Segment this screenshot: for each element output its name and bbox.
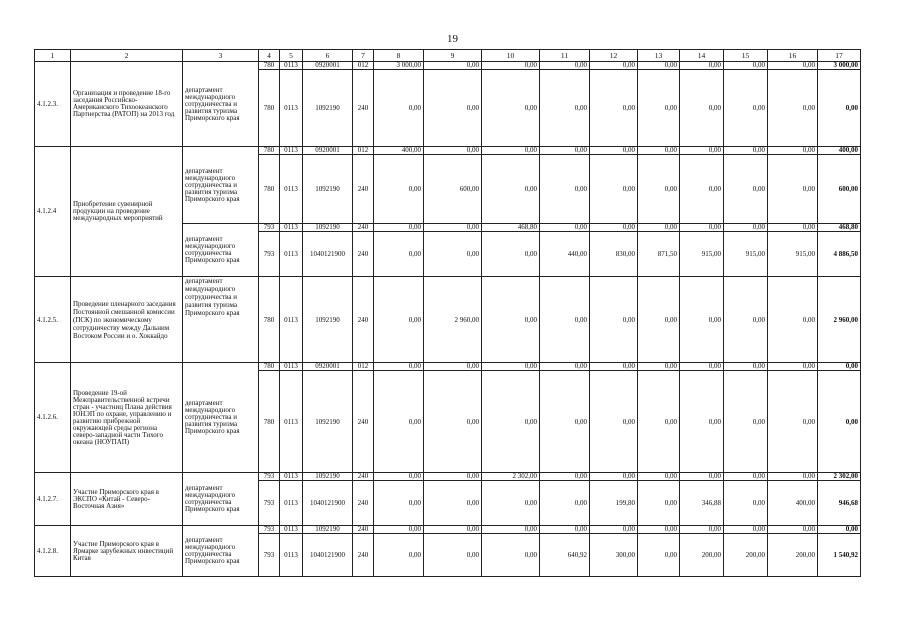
budget-code-cell: 240 — [353, 155, 374, 224]
total-cell: 468,80 — [818, 224, 861, 232]
amount-cell: 0,00 — [424, 232, 482, 277]
amount-cell: 0,00 — [768, 526, 818, 534]
budget-code-cell: 0113 — [280, 363, 303, 371]
amount-cell: 0,00 — [590, 147, 638, 155]
amount-cell: 830,00 — [590, 232, 638, 277]
amount-cell: 0,00 — [540, 277, 590, 363]
amount-cell: 0,00 — [540, 481, 590, 526]
budget-code-cell: 240 — [353, 70, 374, 147]
amount-cell: 0,00 — [424, 481, 482, 526]
amount-cell: 0,00 — [724, 277, 768, 363]
amount-cell: 0,00 — [724, 473, 768, 481]
budget-code-cell: 1092190 — [303, 70, 353, 147]
budget-code-cell: 793 — [259, 534, 280, 577]
amount-cell: 0,00 — [638, 363, 680, 371]
responsible-department: департамент международного сотрудничества и развития туризма Приморского края — [183, 62, 259, 147]
budget-code-cell: 0113 — [280, 70, 303, 147]
amount-cell: 0,00 — [540, 147, 590, 155]
table-row — [35, 277, 861, 363]
amount-cell: 0,00 — [424, 371, 482, 473]
column-header: 15 — [724, 50, 768, 62]
amount-cell: 0,00 — [374, 481, 424, 526]
amount-cell: 0,00 — [374, 224, 424, 232]
budget-code-cell: 0113 — [280, 155, 303, 224]
amount-cell: 0,00 — [638, 155, 680, 224]
budget-code-cell: 793 — [259, 473, 280, 481]
budget-code-cell: 012 — [353, 62, 374, 70]
amount-cell: 468,80 — [482, 224, 540, 232]
amount-cell: 0,00 — [590, 277, 638, 363]
total-cell: 4 886,50 — [818, 232, 861, 277]
amount-cell: 0,00 — [638, 481, 680, 526]
amount-cell: 200,00 — [724, 534, 768, 577]
amount-cell: 0,00 — [482, 534, 540, 577]
item-name: Участие Приморского края в Ярмарке зарубежных инвестиций Китая — [71, 526, 183, 577]
amount-cell: 0,00 — [680, 155, 724, 224]
column-header: 9 — [424, 50, 482, 62]
budget-code-cell: 0113 — [280, 473, 303, 481]
amount-cell: 915,00 — [680, 232, 724, 277]
budget-code-cell: 1092190 — [303, 473, 353, 481]
amount-cell: 0,00 — [424, 363, 482, 371]
budget-code-cell: 780 — [259, 363, 280, 371]
amount-cell: 0,00 — [482, 277, 540, 363]
budget-code-cell: 1092190 — [303, 526, 353, 534]
total-cell: 2 960,00 — [818, 277, 861, 363]
amount-cell: 0,00 — [540, 473, 590, 481]
amount-cell: 2 960,00 — [424, 277, 482, 363]
column-header: 12 — [590, 50, 638, 62]
amount-cell: 0,00 — [680, 371, 724, 473]
amount-cell: 0,00 — [724, 155, 768, 224]
budget-code-cell: 240 — [353, 481, 374, 526]
amount-cell: 0,00 — [768, 147, 818, 155]
responsible-department: департамент международного сотрудничества Приморского края — [183, 526, 259, 577]
table-row — [35, 62, 861, 70]
table-row — [35, 147, 861, 155]
amount-cell: 199,80 — [590, 481, 638, 526]
amount-cell: 0,00 — [482, 481, 540, 526]
budget-code-cell: 012 — [353, 147, 374, 155]
total-cell: 600,00 — [818, 155, 861, 224]
amount-cell: 0,00 — [540, 155, 590, 224]
amount-cell: 0,00 — [424, 147, 482, 155]
responsible-department: департамент международного сотрудничества Приморского края — [183, 224, 259, 277]
amount-cell: 0,00 — [540, 526, 590, 534]
column-header: 7 — [353, 50, 374, 62]
amount-cell: 0,00 — [424, 473, 482, 481]
total-cell: 946,68 — [818, 481, 861, 526]
budget-code-cell: 780 — [259, 147, 280, 155]
total-cell: 1 540,92 — [818, 534, 861, 577]
amount-cell: 0,00 — [374, 473, 424, 481]
amount-cell: 600,00 — [424, 155, 482, 224]
responsible-department: департамент международного сотрудничества и развития туризма Приморского края — [183, 363, 259, 473]
budget-code-cell: 0113 — [280, 147, 303, 155]
budget-table — [34, 49, 861, 577]
column-header: 14 — [680, 50, 724, 62]
amount-cell: 0,00 — [680, 526, 724, 534]
budget-code-cell: 1092190 — [303, 224, 353, 232]
amount-cell: 0,00 — [768, 371, 818, 473]
amount-cell: 400,00 — [768, 481, 818, 526]
budget-code-cell: 0113 — [280, 232, 303, 277]
amount-cell: 0,00 — [724, 481, 768, 526]
amount-cell: 0,00 — [724, 526, 768, 534]
column-header: 8 — [374, 50, 424, 62]
amount-cell: 0,00 — [768, 155, 818, 224]
table-row — [35, 526, 861, 534]
column-header: 6 — [303, 50, 353, 62]
budget-code-cell: 240 — [353, 277, 374, 363]
column-header: 3 — [183, 50, 259, 62]
amount-cell: 0,00 — [374, 534, 424, 577]
budget-code-cell: 1092190 — [303, 155, 353, 224]
budget-code-cell: 0113 — [280, 62, 303, 70]
amount-cell: 0,00 — [638, 147, 680, 155]
amount-cell: 0,00 — [374, 232, 424, 277]
item-index: 4.1.2.6. — [35, 363, 71, 473]
budget-code-cell: 240 — [353, 526, 374, 534]
column-header: 2 — [71, 50, 183, 62]
budget-code-cell: 780 — [259, 155, 280, 224]
amount-cell: 200,00 — [680, 534, 724, 577]
column-header: 5 — [280, 50, 303, 62]
budget-code-cell: 1092190 — [303, 371, 353, 473]
responsible-department: департамент международного сотрудничества и развития туризма Приморского края — [183, 147, 259, 224]
budget-code-cell: 793 — [259, 526, 280, 534]
amount-cell: 0,00 — [424, 62, 482, 70]
amount-cell: 3 000,00 — [374, 62, 424, 70]
amount-cell: 0,00 — [680, 277, 724, 363]
item-name: Организация и проведение 18-го заседания Российско-Американского Тихоокеанского Партнерства (РАТОП) на 2013 год — [71, 62, 183, 147]
amount-cell: 0,00 — [680, 473, 724, 481]
budget-code-cell: 012 — [353, 363, 374, 371]
amount-cell: 0,00 — [590, 371, 638, 473]
budget-code-cell: 0113 — [280, 277, 303, 363]
amount-cell: 640,92 — [540, 534, 590, 577]
budget-code-cell: 0113 — [280, 526, 303, 534]
budget-code-cell: 240 — [353, 232, 374, 277]
amount-cell: 0,00 — [424, 224, 482, 232]
amount-cell: 0,00 — [590, 526, 638, 534]
amount-cell: 400,00 — [374, 147, 424, 155]
amount-cell: 0,00 — [540, 371, 590, 473]
amount-cell: 346,88 — [680, 481, 724, 526]
column-header: 1 — [35, 50, 71, 62]
budget-code-cell: 780 — [259, 277, 280, 363]
amount-cell: 0,00 — [424, 70, 482, 147]
budget-code-cell: 240 — [353, 371, 374, 473]
amount-cell: 0,00 — [724, 70, 768, 147]
amount-cell: 0,00 — [590, 473, 638, 481]
header-row — [35, 50, 861, 62]
amount-cell: 0,00 — [638, 473, 680, 481]
amount-cell: 0,00 — [768, 224, 818, 232]
column-header: 10 — [482, 50, 540, 62]
budget-code-cell: 0920001 — [303, 62, 353, 70]
amount-cell: 0,00 — [590, 62, 638, 70]
amount-cell: 0,00 — [482, 147, 540, 155]
budget-code-cell: 0920001 — [303, 363, 353, 371]
amount-cell: 0,00 — [638, 62, 680, 70]
amount-cell: 0,00 — [374, 277, 424, 363]
budget-code-cell: 0920001 — [303, 147, 353, 155]
item-index: 4.1.2.5. — [35, 277, 71, 363]
item-index: 4.1.2.8. — [35, 526, 71, 577]
amount-cell: 0,00 — [638, 371, 680, 473]
table-body — [35, 62, 861, 577]
item-index: 4.1.2.7. — [35, 473, 71, 526]
amount-cell: 0,00 — [768, 70, 818, 147]
amount-cell: 0,00 — [374, 155, 424, 224]
budget-code-cell: 1040121900 — [303, 232, 353, 277]
amount-cell: 0,00 — [424, 526, 482, 534]
amount-cell: 0,00 — [680, 70, 724, 147]
amount-cell: 0,00 — [590, 70, 638, 147]
amount-cell: 0,00 — [680, 147, 724, 155]
amount-cell: 0,00 — [638, 277, 680, 363]
item-name: Приобретение сувенирной продукции на проведение международных мероприятий — [71, 147, 183, 277]
item-name: Проведение 19-ой Межправительственной встречи стран - участниц Плана действия ЮНЭП по охране, управлению и развитию прибрежной окружающей среды региона северо-западной части Тихого океана (НОУПАП) — [71, 363, 183, 473]
amount-cell: 0,00 — [540, 363, 590, 371]
budget-code-cell: 1092190 — [303, 277, 353, 363]
amount-cell: 0,00 — [724, 62, 768, 70]
total-cell: 3 000,00 — [818, 62, 861, 70]
amount-cell: 0,00 — [482, 155, 540, 224]
item-name: Участие Приморского края в ЭКСПО «Китай - Северо-Восточная Азия» — [71, 473, 183, 526]
budget-code-cell: 1040121900 — [303, 534, 353, 577]
amount-cell: 0,00 — [482, 363, 540, 371]
budget-code-cell: 793 — [259, 232, 280, 277]
budget-code-cell: 240 — [353, 534, 374, 577]
budget-code-cell: 0113 — [280, 224, 303, 232]
amount-cell: 0,00 — [482, 371, 540, 473]
column-header: 13 — [638, 50, 680, 62]
budget-code-cell: 793 — [259, 481, 280, 526]
amount-cell: 0,00 — [482, 70, 540, 147]
amount-cell: 200,00 — [768, 534, 818, 577]
amount-cell: 0,00 — [590, 363, 638, 371]
amount-cell: 0,00 — [424, 534, 482, 577]
amount-cell: 0,00 — [374, 526, 424, 534]
amount-cell: 0,00 — [638, 526, 680, 534]
budget-code-cell: 240 — [353, 473, 374, 481]
table-row — [35, 473, 861, 481]
amount-cell: 0,00 — [724, 224, 768, 232]
amount-cell: 2 302,00 — [482, 473, 540, 481]
amount-cell: 440,00 — [540, 232, 590, 277]
amount-cell: 0,00 — [374, 371, 424, 473]
column-header: 16 — [768, 50, 818, 62]
amount-cell: 0,00 — [768, 62, 818, 70]
budget-code-cell: 0113 — [280, 481, 303, 526]
amount-cell: 871,50 — [638, 232, 680, 277]
amount-cell: 0,00 — [680, 224, 724, 232]
column-header: 11 — [540, 50, 590, 62]
amount-cell: 0,00 — [482, 62, 540, 70]
amount-cell: 0,00 — [724, 363, 768, 371]
amount-cell: 0,00 — [768, 277, 818, 363]
total-cell: 0,00 — [818, 70, 861, 147]
budget-code-cell: 780 — [259, 371, 280, 473]
amount-cell: 0,00 — [482, 232, 540, 277]
total-cell: 2 302,00 — [818, 473, 861, 481]
amount-cell: 0,00 — [590, 224, 638, 232]
amount-cell: 0,00 — [482, 526, 540, 534]
amount-cell: 0,00 — [638, 534, 680, 577]
amount-cell: 0,00 — [374, 70, 424, 147]
budget-code-cell: 1040121900 — [303, 481, 353, 526]
budget-code-cell: 780 — [259, 62, 280, 70]
responsible-department: департамент международного сотрудничества и развития туризма Приморского края — [183, 277, 259, 363]
total-cell: 0,00 — [818, 526, 861, 534]
item-index: 4.1.2.4 — [35, 147, 71, 277]
total-cell: 400,00 — [818, 147, 861, 155]
budget-code-cell: 240 — [353, 224, 374, 232]
budget-code-cell: 0113 — [280, 371, 303, 473]
amount-cell: 0,00 — [680, 363, 724, 371]
amount-cell: 0,00 — [638, 224, 680, 232]
amount-cell: 0,00 — [724, 371, 768, 473]
amount-cell: 0,00 — [540, 70, 590, 147]
table-row — [35, 363, 861, 371]
budget-code-cell: 780 — [259, 70, 280, 147]
item-index: 4.1.2.3. — [35, 62, 71, 147]
item-name: Проведение пленарного заседания Постоянной смешанной комиссии (ПСК) по экономическому сотрудничеству между Дальним Востоком России и о. Хоккайдо — [71, 277, 183, 363]
page-number: 19 — [447, 33, 458, 45]
responsible-department: департамент международного сотрудничества Приморского края — [183, 473, 259, 526]
amount-cell: 915,00 — [768, 232, 818, 277]
amount-cell: 0,00 — [680, 62, 724, 70]
amount-cell: 0,00 — [768, 473, 818, 481]
total-cell: 0,00 — [818, 371, 861, 473]
amount-cell: 0,00 — [540, 224, 590, 232]
amount-cell: 0,00 — [768, 363, 818, 371]
amount-cell: 0,00 — [590, 155, 638, 224]
column-header: 17 — [818, 50, 861, 62]
amount-cell: 0,00 — [374, 363, 424, 371]
budget-code-cell: 0113 — [280, 534, 303, 577]
amount-cell: 915,00 — [724, 232, 768, 277]
amount-cell: 300,00 — [590, 534, 638, 577]
amount-cell: 0,00 — [540, 62, 590, 70]
column-header: 4 — [259, 50, 280, 62]
total-cell: 0,00 — [818, 363, 861, 371]
amount-cell: 0,00 — [724, 147, 768, 155]
amount-cell: 0,00 — [638, 70, 680, 147]
budget-code-cell: 793 — [259, 224, 280, 232]
